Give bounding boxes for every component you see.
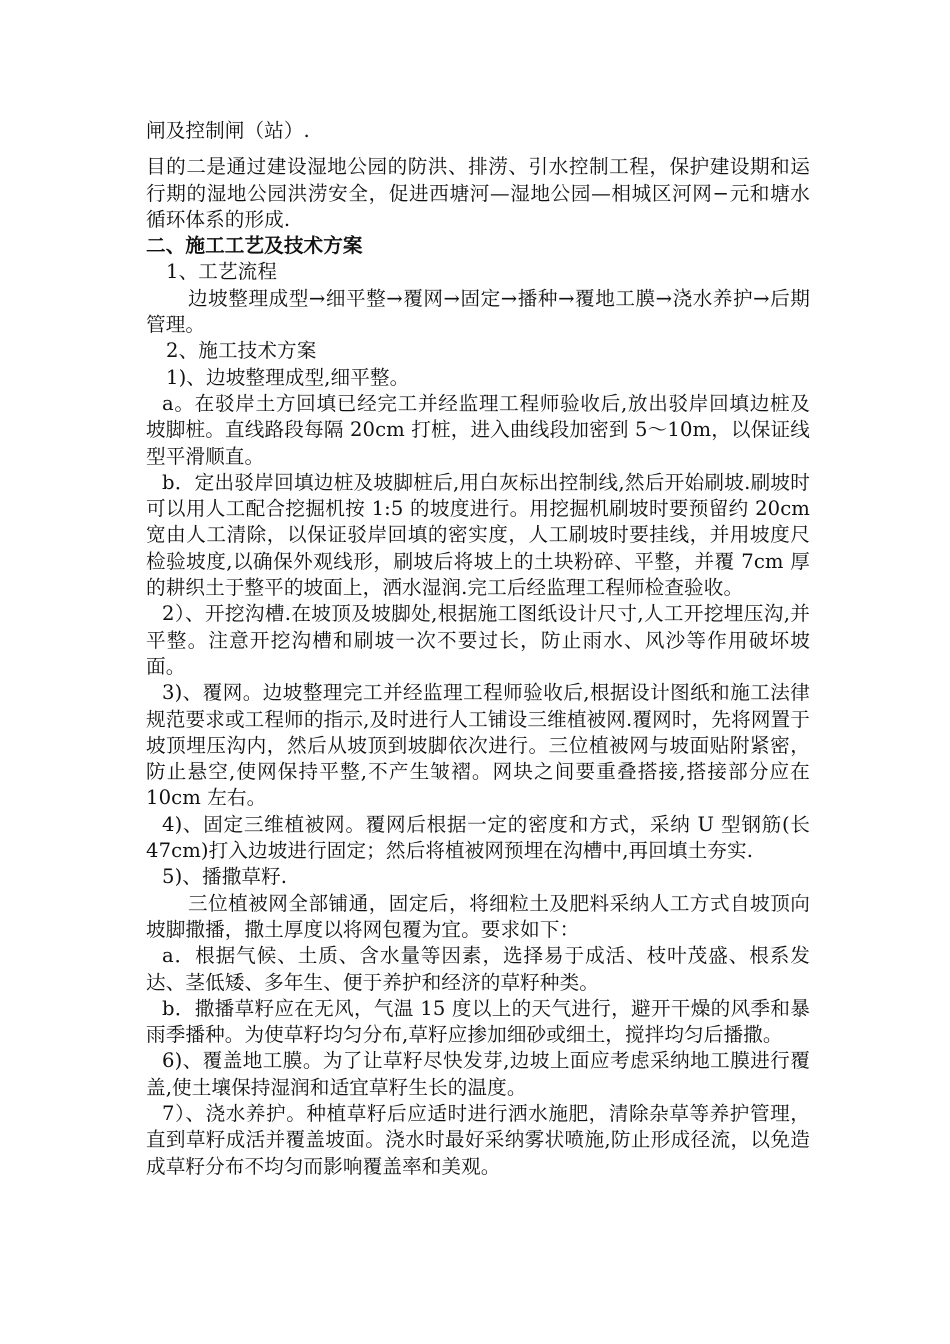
document-body bbox=[146, 118, 810, 1180]
paragraph-purpose-two: 目的二是通过建设湿地公园的防洪、排涝、引水控制工程，保护建设期和运行期的湿地公园洪涝安全，促进西塘河—湿地公园—相城区河网−元和塘水循环体系的形成. bbox=[146, 155, 810, 231]
item-seed-sowing: 5)、播撒草籽. bbox=[162, 865, 288, 889]
section-heading: 二、施工工艺及技术方案 bbox=[146, 234, 363, 258]
paragraph-intro-end: 闸及控制闸（站）. bbox=[146, 119, 310, 142]
subheading-technical-plan: 2、施工技术方案 bbox=[166, 339, 317, 363]
paragraph-item-b: b．定出驳岸回填边桩及坡脚桩后,用白灰标出控制线,然后开始刷坡.刷坡时可以用人工配合挖掘机按 1:5 的坡度进行。用挖掘机刷坡时要预留约 20cm 宽由人工清除，以保证驳岸回填的密实度，人工刷坡时要挂线，并用坡度尺检验坡度,以确保外观线形，刷坡后将坡上的土块粉碎、平整，并覆 7cm 厚的耕织土于整平的坡面上，洒水湿润.完工后经监理工程师检查验收。 bbox=[146, 470, 810, 600]
paragraph-seed-b: b．撒播草籽应在无风，气温 15 度以上的天气进行，避开干燥的风季和暴雨季播种。为使草籽均匀分布,草籽应掺加细砂或细土，搅拌均匀后播撒。 bbox=[146, 996, 810, 1047]
paragraph-seed-sowing: 三位植被网全部铺通，固定后，将细粒土及肥料采纳人工方式自坡顶向坡脚撒播，撒土厚度以将网包覆为宜。要求如下： bbox=[146, 891, 810, 941]
paragraph-item-a: a。在驳岸土方回填已经完工并经监理工程师验收后,放出驳岸回填边桩及坡脚桩。直线路段每隔 20cm 打桩，进入曲线段加密到 5～10m，以保证线型平滑顺直。 bbox=[146, 391, 810, 468]
paragraph-net-laying: 3)、覆网。边坡整理完工并经监理工程师验收后,根据设计图纸和施工法律规范要求或工程师的指示,及时进行人工铺设三维植被网.覆网时，先将网置于坡顶埋压沟内，然后从坡顶到坡脚依次进行。三位植被网与坡面贴附紧密，防止悬空,使网保持平整,不产生皱褶。网块之间要重叠搭接,搭接部分应在 10cm 左右。 bbox=[146, 681, 810, 810]
paragraph-net-fixing: 4)、固定三维植被网。覆网后根据一定的密度和方式，采纳 U 型钢筋(长 47cm)打入边坡进行固定；然后将植被网预埋在沟槽中,再回填土夯实. bbox=[146, 812, 810, 863]
paragraph-membrane: 6)、覆盖地工膜。为了让草籽尽快发芽,边坡上面应考虑采纳地工膜进行覆盖,使土壤保持湿润和适宜草籽生长的温度。 bbox=[146, 1049, 810, 1099]
paragraph-watering: 7）、浇水养护。种植草籽后应适时进行洒水施肥，清除杂草等养护管理，直到草籽成活并覆盖坡面。浇水时最好采纳雾状喷施,防止形成径流，以免造成草籽分布不均匀而影响覆盖率和美观。 bbox=[146, 1101, 810, 1178]
paragraph-process-flow: 边坡整理成型→细平整→覆网→固定→播种→覆地工膜→浇水养护→后期管理。 bbox=[146, 286, 810, 337]
item-slope-shaping: 1)、边坡整理成型,细平整。 bbox=[166, 365, 410, 389]
paragraph-trench: 2）、开挖沟槽.在坡顶及坡脚处,根据施工图纸设计尺寸,人工开挖埋压沟,并平整。注意开挖沟槽和刷坡一次不要过长，防止雨水、风沙等作用破坏坡面。 bbox=[146, 602, 810, 678]
paragraph-seed-a: a．根据气候、土质、含水量等因素，选择易于成活、枝叶茂盛、根系发达、茎低矮、多年生、便于养护和经济的草籽种类。 bbox=[146, 944, 810, 994]
subheading-process: 1、工艺流程 bbox=[166, 260, 278, 284]
